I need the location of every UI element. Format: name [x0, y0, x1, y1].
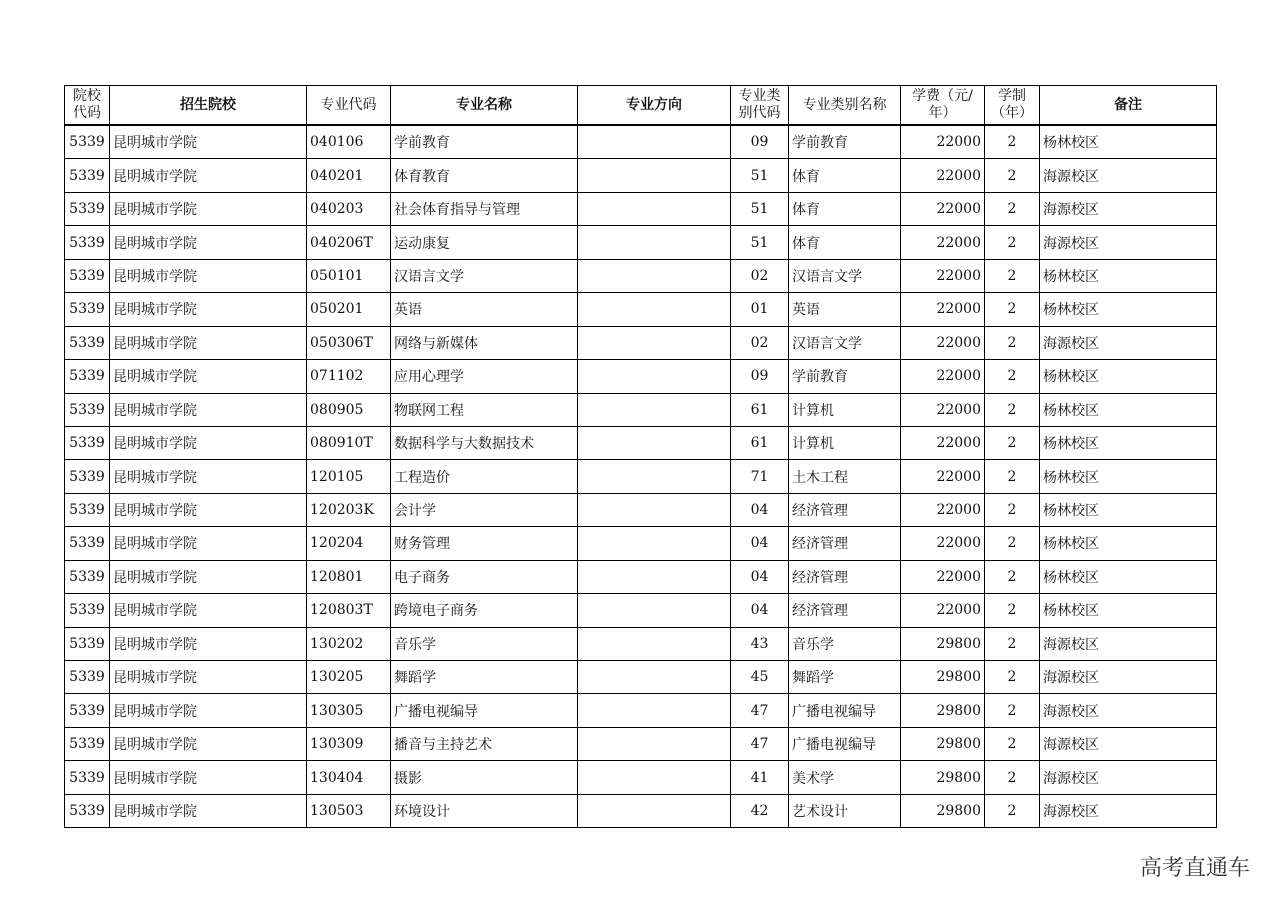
cell-tuition: 29800 — [901, 727, 985, 760]
cell-school-name: 昆明城市学院 — [110, 393, 307, 426]
cell-school-name: 昆明城市学院 — [110, 192, 307, 225]
cell-direction — [578, 259, 731, 292]
cell-direction — [578, 159, 731, 192]
cell-tuition: 22000 — [901, 360, 985, 393]
cell-remark: 海源校区 — [1040, 694, 1217, 727]
cell-tuition: 22000 — [901, 493, 985, 526]
cell-category-name: 艺术设计 — [789, 794, 901, 827]
cell-direction — [578, 125, 731, 159]
table-row — [65, 661, 1217, 694]
cell-school-code: 5339 — [65, 426, 110, 459]
cell-major-name: 英语 — [391, 293, 578, 326]
cell-category-code: 42 — [731, 794, 789, 827]
cell-major-code: 050201 — [307, 293, 391, 326]
cell-major-code: 040206T — [307, 226, 391, 259]
cell-school-name: 昆明城市学院 — [110, 493, 307, 526]
cell-category-name: 经济管理 — [789, 527, 901, 560]
cell-major-name: 运动康复 — [391, 226, 578, 259]
cell-major-code: 040203 — [307, 192, 391, 225]
cell-major-code: 080905 — [307, 393, 391, 426]
cell-tuition: 29800 — [901, 761, 985, 794]
cell-category-name: 土木工程 — [789, 460, 901, 493]
cell-years: 2 — [985, 594, 1040, 627]
watermark-text: 高考直通车 — [1139, 856, 1250, 881]
cell-years: 2 — [985, 426, 1040, 459]
cell-tuition: 22000 — [901, 426, 985, 459]
cell-tuition: 22000 — [901, 192, 985, 225]
cell-category-code: 02 — [731, 326, 789, 359]
cell-major-code: 050101 — [307, 259, 391, 292]
cell-school-code: 5339 — [65, 627, 110, 660]
cell-remark: 海源校区 — [1040, 627, 1217, 660]
table-row — [65, 259, 1217, 292]
cell-major-code: 130404 — [307, 761, 391, 794]
cell-category-code: 02 — [731, 259, 789, 292]
cell-direction — [578, 560, 731, 593]
table-row — [65, 426, 1217, 459]
cell-major-name: 汉语言文学 — [391, 259, 578, 292]
cell-category-name: 英语 — [789, 293, 901, 326]
cell-years: 2 — [985, 661, 1040, 694]
cell-major-code: 120105 — [307, 460, 391, 493]
table-row — [65, 360, 1217, 393]
cell-years: 2 — [985, 393, 1040, 426]
cell-school-name: 昆明城市学院 — [110, 426, 307, 459]
cell-school-code: 5339 — [65, 393, 110, 426]
header-tuition: 学费（元/年） — [901, 86, 985, 126]
header-school-name: 招生院校 — [110, 86, 307, 126]
cell-years: 2 — [985, 493, 1040, 526]
table-row — [65, 293, 1217, 326]
cell-tuition: 22000 — [901, 560, 985, 593]
cell-major-name: 音乐学 — [391, 627, 578, 660]
cell-tuition: 22000 — [901, 460, 985, 493]
cell-school-code: 5339 — [65, 226, 110, 259]
cell-category-name: 体育 — [789, 192, 901, 225]
cell-remark: 海源校区 — [1040, 326, 1217, 359]
header-category-code: 专业类别代码 — [731, 86, 789, 126]
table-row — [65, 493, 1217, 526]
cell-tuition: 22000 — [901, 393, 985, 426]
cell-major-code: 071102 — [307, 360, 391, 393]
cell-school-code: 5339 — [65, 293, 110, 326]
cell-direction — [578, 192, 731, 225]
cell-school-name: 昆明城市学院 — [110, 527, 307, 560]
cell-tuition: 22000 — [901, 226, 985, 259]
cell-major-code: 130503 — [307, 794, 391, 827]
cell-remark: 海源校区 — [1040, 761, 1217, 794]
cell-years: 2 — [985, 460, 1040, 493]
cell-category-code: 61 — [731, 393, 789, 426]
cell-category-name: 计算机 — [789, 393, 901, 426]
table-row — [65, 192, 1217, 225]
cell-major-code: 040106 — [307, 125, 391, 159]
cell-years: 2 — [985, 560, 1040, 593]
cell-tuition: 22000 — [901, 326, 985, 359]
table-row — [65, 727, 1217, 760]
cell-direction — [578, 493, 731, 526]
cell-category-code: 71 — [731, 460, 789, 493]
cell-major-code: 130309 — [307, 727, 391, 760]
cell-school-code: 5339 — [65, 493, 110, 526]
cell-remark: 海源校区 — [1040, 226, 1217, 259]
header-major-code: 专业代码 — [307, 86, 391, 126]
table-row — [65, 527, 1217, 560]
table-body — [65, 125, 1217, 828]
table-row — [65, 460, 1217, 493]
cell-years: 2 — [985, 293, 1040, 326]
cell-direction — [578, 694, 731, 727]
cell-direction — [578, 226, 731, 259]
cell-major-code: 130205 — [307, 661, 391, 694]
cell-years: 2 — [985, 527, 1040, 560]
cell-category-name: 经济管理 — [789, 493, 901, 526]
cell-years: 2 — [985, 761, 1040, 794]
header-row — [65, 86, 1217, 126]
cell-category-code: 51 — [731, 159, 789, 192]
cell-category-code: 51 — [731, 226, 789, 259]
cell-category-code: 04 — [731, 560, 789, 593]
cell-remark: 杨林校区 — [1040, 426, 1217, 459]
cell-major-name: 播音与主持艺术 — [391, 727, 578, 760]
cell-remark: 杨林校区 — [1040, 360, 1217, 393]
cell-direction — [578, 426, 731, 459]
cell-school-name: 昆明城市学院 — [110, 460, 307, 493]
header-major-name: 专业名称 — [391, 86, 578, 126]
cell-category-code: 01 — [731, 293, 789, 326]
cell-school-name: 昆明城市学院 — [110, 226, 307, 259]
cell-tuition: 22000 — [901, 527, 985, 560]
cell-category-name: 学前教育 — [789, 125, 901, 159]
cell-years: 2 — [985, 794, 1040, 827]
admissions-table — [64, 85, 1217, 828]
cell-school-code: 5339 — [65, 594, 110, 627]
cell-major-name: 数据科学与大数据技术 — [391, 426, 578, 459]
cell-category-name: 体育 — [789, 226, 901, 259]
cell-school-name: 昆明城市学院 — [110, 727, 307, 760]
table-row — [65, 594, 1217, 627]
cell-direction — [578, 360, 731, 393]
table-row — [65, 560, 1217, 593]
cell-years: 2 — [985, 159, 1040, 192]
cell-remark: 杨林校区 — [1040, 594, 1217, 627]
cell-category-code: 09 — [731, 125, 789, 159]
cell-years: 2 — [985, 727, 1040, 760]
cell-major-name: 会计学 — [391, 493, 578, 526]
header-school-code: 院校代码 — [65, 86, 110, 126]
cell-major-name: 电子商务 — [391, 560, 578, 593]
cell-major-name: 物联网工程 — [391, 393, 578, 426]
cell-category-name: 计算机 — [789, 426, 901, 459]
cell-school-code: 5339 — [65, 694, 110, 727]
cell-major-name: 体育教育 — [391, 159, 578, 192]
cell-direction — [578, 661, 731, 694]
cell-school-code: 5339 — [65, 125, 110, 159]
cell-remark: 海源校区 — [1040, 661, 1217, 694]
cell-school-code: 5339 — [65, 460, 110, 493]
cell-category-name: 学前教育 — [789, 360, 901, 393]
cell-remark: 海源校区 — [1040, 794, 1217, 827]
cell-major-code: 120801 — [307, 560, 391, 593]
table-row — [65, 326, 1217, 359]
cell-major-name: 摄影 — [391, 761, 578, 794]
cell-years: 2 — [985, 125, 1040, 159]
cell-direction — [578, 460, 731, 493]
cell-remark: 杨林校区 — [1040, 527, 1217, 560]
cell-tuition: 29800 — [901, 794, 985, 827]
cell-major-name: 财务管理 — [391, 527, 578, 560]
cell-school-code: 5339 — [65, 794, 110, 827]
cell-remark: 杨林校区 — [1040, 125, 1217, 159]
cell-remark: 海源校区 — [1040, 727, 1217, 760]
cell-major-code: 130305 — [307, 694, 391, 727]
cell-remark: 杨林校区 — [1040, 293, 1217, 326]
cell-major-code: 050306T — [307, 326, 391, 359]
cell-major-code: 120803T — [307, 594, 391, 627]
cell-direction — [578, 727, 731, 760]
cell-tuition: 22000 — [901, 594, 985, 627]
cell-direction — [578, 326, 731, 359]
cell-years: 2 — [985, 326, 1040, 359]
cell-category-name: 体育 — [789, 159, 901, 192]
cell-category-code: 04 — [731, 493, 789, 526]
cell-major-name: 工程造价 — [391, 460, 578, 493]
header-years: 学制（年） — [985, 86, 1040, 126]
cell-tuition: 29800 — [901, 627, 985, 660]
cell-years: 2 — [985, 226, 1040, 259]
cell-category-name: 美术学 — [789, 761, 901, 794]
cell-school-name: 昆明城市学院 — [110, 293, 307, 326]
cell-category-code: 09 — [731, 360, 789, 393]
cell-major-name: 学前教育 — [391, 125, 578, 159]
cell-school-code: 5339 — [65, 527, 110, 560]
cell-major-code: 120204 — [307, 527, 391, 560]
cell-school-name: 昆明城市学院 — [110, 794, 307, 827]
cell-category-code: 04 — [731, 594, 789, 627]
cell-category-code: 04 — [731, 527, 789, 560]
cell-major-code: 130202 — [307, 627, 391, 660]
cell-major-name: 跨境电子商务 — [391, 594, 578, 627]
cell-category-code: 41 — [731, 761, 789, 794]
cell-tuition: 22000 — [901, 259, 985, 292]
cell-major-name: 环境设计 — [391, 794, 578, 827]
cell-remark: 杨林校区 — [1040, 259, 1217, 292]
cell-school-name: 昆明城市学院 — [110, 661, 307, 694]
cell-category-code: 47 — [731, 727, 789, 760]
cell-category-code: 43 — [731, 627, 789, 660]
table-row — [65, 125, 1217, 159]
cell-school-code: 5339 — [65, 259, 110, 292]
cell-school-name: 昆明城市学院 — [110, 761, 307, 794]
cell-major-code: 080910T — [307, 426, 391, 459]
cell-school-code: 5339 — [65, 661, 110, 694]
cell-school-code: 5339 — [65, 761, 110, 794]
cell-remark: 海源校区 — [1040, 192, 1217, 225]
cell-remark: 海源校区 — [1040, 159, 1217, 192]
header-remark: 备注 — [1040, 86, 1217, 126]
cell-major-name: 应用心理学 — [391, 360, 578, 393]
cell-school-name: 昆明城市学院 — [110, 326, 307, 359]
cell-remark: 杨林校区 — [1040, 393, 1217, 426]
cell-school-code: 5339 — [65, 159, 110, 192]
cell-tuition: 22000 — [901, 125, 985, 159]
cell-category-name: 广播电视编导 — [789, 694, 901, 727]
cell-category-code: 61 — [731, 426, 789, 459]
cell-category-name: 经济管理 — [789, 594, 901, 627]
cell-remark: 杨林校区 — [1040, 460, 1217, 493]
cell-years: 2 — [985, 627, 1040, 660]
cell-direction — [578, 761, 731, 794]
table-row — [65, 761, 1217, 794]
cell-tuition: 29800 — [901, 661, 985, 694]
cell-category-code: 47 — [731, 694, 789, 727]
cell-major-name: 舞蹈学 — [391, 661, 578, 694]
cell-school-code: 5339 — [65, 192, 110, 225]
cell-school-code: 5339 — [65, 360, 110, 393]
cell-category-name: 经济管理 — [789, 560, 901, 593]
cell-school-code: 5339 — [65, 560, 110, 593]
cell-school-name: 昆明城市学院 — [110, 259, 307, 292]
cell-major-name: 社会体育指导与管理 — [391, 192, 578, 225]
cell-years: 2 — [985, 192, 1040, 225]
cell-school-name: 昆明城市学院 — [110, 594, 307, 627]
cell-years: 2 — [985, 694, 1040, 727]
cell-school-name: 昆明城市学院 — [110, 694, 307, 727]
cell-years: 2 — [985, 259, 1040, 292]
cell-category-code: 45 — [731, 661, 789, 694]
cell-category-name: 音乐学 — [789, 627, 901, 660]
cell-tuition: 29800 — [901, 694, 985, 727]
cell-tuition: 22000 — [901, 293, 985, 326]
table-row — [65, 694, 1217, 727]
cell-category-name: 舞蹈学 — [789, 661, 901, 694]
table-row — [65, 627, 1217, 660]
cell-major-code: 040201 — [307, 159, 391, 192]
cell-category-name: 广播电视编导 — [789, 727, 901, 760]
cell-school-name: 昆明城市学院 — [110, 360, 307, 393]
cell-school-name: 昆明城市学院 — [110, 627, 307, 660]
cell-school-name: 昆明城市学院 — [110, 159, 307, 192]
cell-category-name: 汉语言文学 — [789, 326, 901, 359]
table-header — [65, 86, 1217, 126]
cell-school-code: 5339 — [65, 727, 110, 760]
cell-major-code: 120203K — [307, 493, 391, 526]
cell-category-name: 汉语言文学 — [789, 259, 901, 292]
cell-direction — [578, 393, 731, 426]
cell-tuition: 22000 — [901, 159, 985, 192]
cell-direction — [578, 794, 731, 827]
cell-school-code: 5339 — [65, 326, 110, 359]
cell-direction — [578, 527, 731, 560]
table-row — [65, 393, 1217, 426]
table-row — [65, 794, 1217, 827]
cell-remark: 杨林校区 — [1040, 560, 1217, 593]
cell-remark: 杨林校区 — [1040, 493, 1217, 526]
table-row — [65, 226, 1217, 259]
cell-years: 2 — [985, 360, 1040, 393]
cell-major-name: 网络与新媒体 — [391, 326, 578, 359]
cell-major-name: 广播电视编导 — [391, 694, 578, 727]
cell-category-code: 51 — [731, 192, 789, 225]
cell-school-name: 昆明城市学院 — [110, 560, 307, 593]
cell-school-name: 昆明城市学院 — [110, 125, 307, 159]
table-row — [65, 159, 1217, 192]
cell-direction — [578, 594, 731, 627]
header-direction: 专业方向 — [578, 86, 731, 126]
cell-direction — [578, 627, 731, 660]
cell-direction — [578, 293, 731, 326]
header-category-name: 专业类别名称 — [789, 86, 901, 126]
